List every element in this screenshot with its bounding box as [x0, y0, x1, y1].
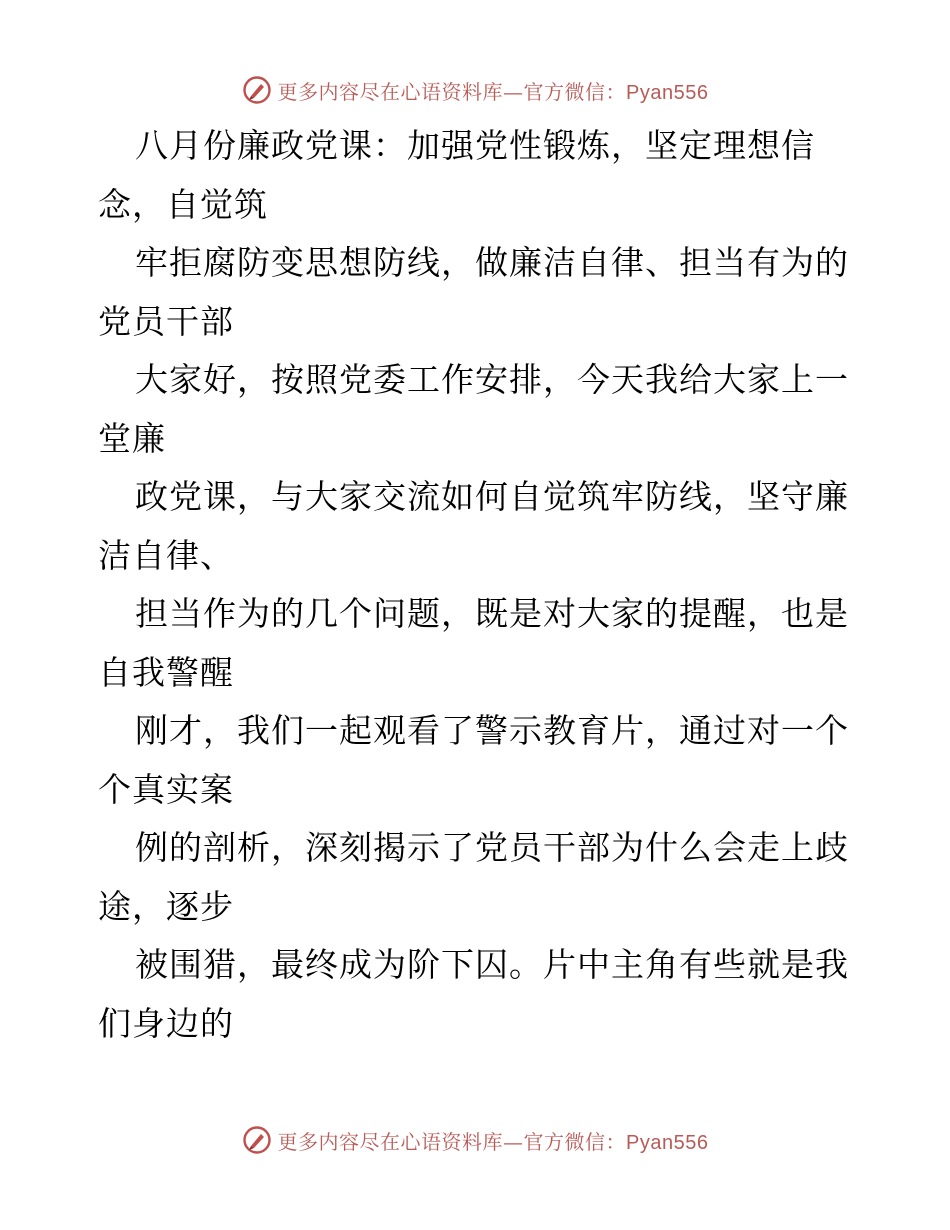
footer-banner [0, 1120, 950, 1160]
doc-line: 自我警醒 [98, 652, 234, 692]
header-banner-text [278, 76, 709, 105]
doc-line: 大家好，按照党委工作安排，今天我给大家上一 [135, 360, 849, 399]
doc-line: 担当作为的几个问题，既是对大家的提醒，也是 [135, 594, 849, 633]
header-banner-slogan: 更多内容尽在心语资料库—官方微信： [277, 79, 627, 104]
footer-banner-slogan: 更多内容尽在心语资料库—官方微信： [277, 1129, 627, 1154]
header-banner [0, 70, 950, 110]
doc-line: 个真实案 [98, 769, 234, 809]
doc-line: 党员干部 [98, 301, 234, 341]
doc-line: 牢拒腐防变思想防线，做廉洁自律、担当有为的 [135, 243, 849, 282]
doc-line: 例的剖析，深刻揭示了党员干部为什么会走上歧 [135, 828, 849, 867]
doc-line: 刚才，我们一起观看了警示教育片，通过对一个 [135, 711, 849, 750]
doc-line: 被围猎，最终成为阶下囚。片中主角有些就是我 [135, 945, 849, 984]
footer-banner-text [278, 1126, 709, 1155]
doc-line: 途，逐步 [98, 886, 234, 926]
doc-line: 八月份廉政党课：加强党性锻炼，坚定理想信 [135, 126, 815, 165]
document-body [98, 117, 858, 1053]
doc-line: 们身边的 [98, 1003, 234, 1043]
pen-circle-logo-icon [242, 1125, 272, 1155]
doc-line: 政党课，与大家交流如何自觉筑牢防线，坚守廉 [135, 477, 849, 516]
doc-line: 洁自律、 [98, 535, 234, 575]
pen-circle-logo-icon [242, 75, 272, 105]
footer-wechat-id: Pyan556 [626, 1131, 709, 1154]
doc-line: 念，自觉筑 [98, 184, 268, 224]
header-wechat-id: Pyan556 [626, 81, 709, 104]
doc-line: 堂廉 [98, 418, 166, 458]
